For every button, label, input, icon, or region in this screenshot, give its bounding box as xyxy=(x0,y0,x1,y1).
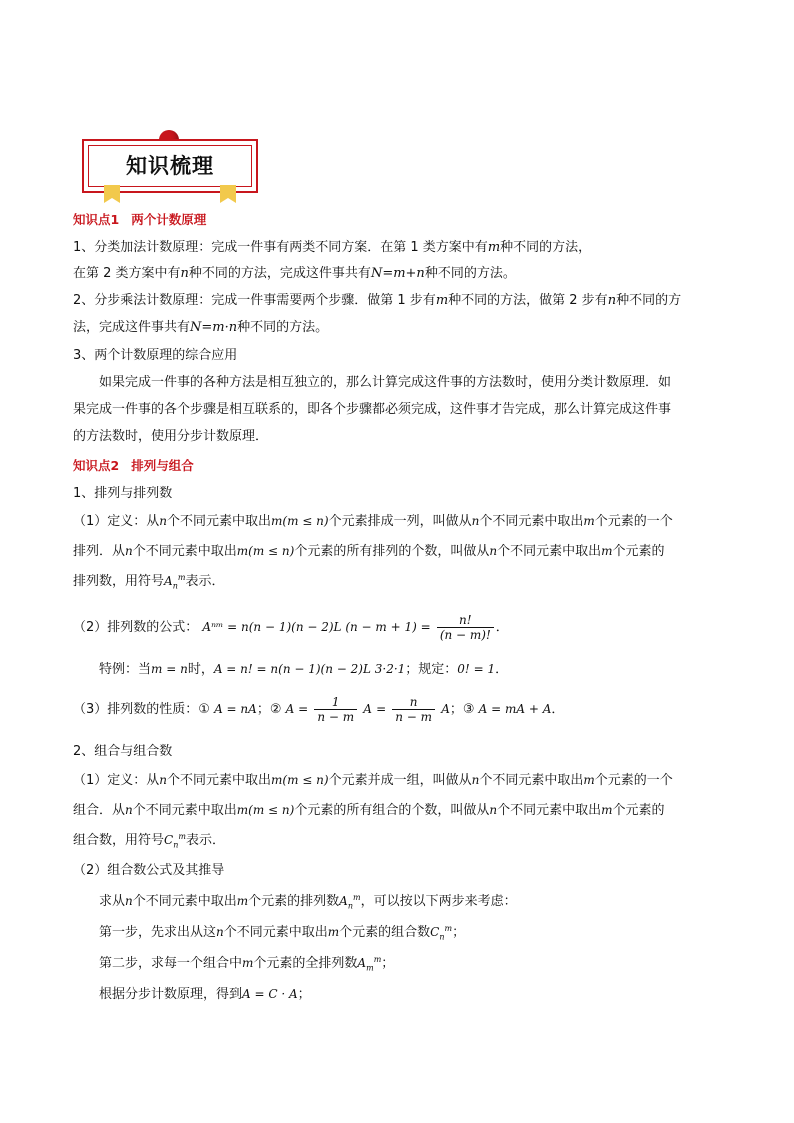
formula: N=m+n xyxy=(370,266,425,281)
text: 个不同元素中取出 xyxy=(223,925,328,940)
text: 个元素的所有排列的个数，叫做从 xyxy=(294,544,490,559)
paragraph-line: 组合数，用符号$C_n^m$表示． xyxy=(73,832,225,850)
text: 个元素的一个 xyxy=(594,514,673,529)
heading-number: 知识点1 xyxy=(73,212,120,227)
paragraph-line: 求从n个不同元素中取出m个元素的排列数$A_n^m$，可以按以下两步来考虑： xyxy=(99,893,517,911)
section-banner xyxy=(82,130,262,210)
text: 组合数，用符号 xyxy=(73,833,165,848)
paragraph-line: （1）定义：从n个不同元素中取出m(m ≤ n)个元素并成一组，叫做从n个不同元素中取出m个元素的一个 xyxy=(73,773,673,788)
text: 个元素的排列数 xyxy=(248,894,340,909)
formula-line: （3）排列数的性质：① A = nA；② A = $\frac{1}{n - m}$ A = $\frac{n}{n - m}$ A；③ A = mA + A． xyxy=(73,695,565,724)
text: 在第 2 类方案中有 xyxy=(73,266,181,281)
text: 个不同元素中取出 xyxy=(497,803,602,818)
heading-title: 两个计数原理 xyxy=(131,212,207,227)
paragraph-line xyxy=(73,292,681,310)
text: （3）排列数的性质：① xyxy=(73,702,210,717)
subheading: 2、组合与组合数 xyxy=(73,744,173,759)
heading-number: 知识点2 xyxy=(73,458,120,473)
text: ； xyxy=(297,987,311,1002)
text: 第一步，先求出从这 xyxy=(99,925,217,940)
fraction: $\frac{n}{n - m}$ xyxy=(392,695,435,724)
text: 表示． xyxy=(185,833,225,848)
text: 个不同元素中取出 xyxy=(132,544,237,559)
paragraph-line xyxy=(73,265,516,283)
text: 个不同元素中取出 xyxy=(497,544,602,559)
text: 个不同元素中取出 xyxy=(479,514,584,529)
text: 时， xyxy=(187,662,214,677)
text: （1）定义：从 xyxy=(73,514,160,529)
paragraph-line: 果完成一件事的各个步骤是相互联系的，即各个步骤都必须完成，这件事才告完成，那么计算完成这件事 xyxy=(73,402,672,417)
heading-title: 排列与组合 xyxy=(131,458,194,473)
text: 个不同元素中取出 xyxy=(132,894,237,909)
text: 根据分步计数原理，得到 xyxy=(99,987,243,1002)
text: 种不同的方法，完成这件事共有 xyxy=(188,266,371,281)
text: ；规定： xyxy=(405,662,458,677)
text: ；② xyxy=(256,702,282,717)
paragraph-line xyxy=(73,985,311,1003)
text: 第二步，求每一个组合中 xyxy=(99,956,243,971)
paragraph-line xyxy=(73,319,328,337)
paragraph-line: （2）组合数公式及其推导 xyxy=(73,863,225,878)
paragraph-line: 第二步，求每一个组合中m个元素的全排列数$A_m^m$； xyxy=(99,955,395,973)
text: 个元素排成一列，叫做从 xyxy=(328,514,472,529)
fraction: $\frac{n!}{(n - m)!}$ xyxy=(437,613,494,642)
variable: n xyxy=(607,293,617,308)
formula: A xyxy=(441,702,450,716)
paragraph-line: 组合．从n个不同元素中取出m(m ≤ n)个元素的所有组合的个数，叫做从n个不同元素中取出m个元素的 xyxy=(73,803,665,818)
ribbon-left-icon xyxy=(104,185,120,203)
text: 个元素的所有组合的个数，叫做从 xyxy=(294,803,490,818)
ribbon-right-icon xyxy=(220,185,236,203)
subheading: 1、排列与排列数 xyxy=(73,486,173,501)
heading-knowledge-1 xyxy=(73,211,206,229)
paragraph-line xyxy=(73,239,591,257)
heading-knowledge-2 xyxy=(73,457,194,475)
variable: n xyxy=(180,266,189,281)
text: 种不同的方 xyxy=(616,293,682,308)
text: 排列数，用符号 xyxy=(73,574,165,589)
text: 种不同的方法， xyxy=(500,240,592,255)
paragraph-line: 3、两个计数原理的综合应用 xyxy=(73,348,238,363)
text: （2）排列数的公式： xyxy=(73,620,199,635)
formula: A = xyxy=(285,702,309,716)
text: 个元素的全排列数 xyxy=(253,956,358,971)
formula: A xyxy=(363,702,372,716)
text: 个元素的一个 xyxy=(594,773,673,788)
formula: N=m·n xyxy=(190,320,238,335)
text: 种不同的方法。 xyxy=(424,266,516,281)
text: 个不同元素中取出 xyxy=(167,514,272,529)
text: ； xyxy=(381,956,395,971)
paragraph-line: 排列．从n个不同元素中取出m(m ≤ n)个元素的所有排列的个数，叫做从n个不同元素中取出m个元素的 xyxy=(73,544,665,559)
formula: 0! = 1 xyxy=(457,662,496,676)
text: 排列．从 xyxy=(73,544,126,559)
text: 个元素并成一组，叫做从 xyxy=(328,773,472,788)
formula: A = nA xyxy=(214,702,257,716)
text: 种不同的方法。 xyxy=(237,320,329,335)
formula: A = mA + A xyxy=(478,702,552,716)
paragraph-line: 排列数，用符号$A_n^m$表示． xyxy=(73,573,225,591)
text: ； xyxy=(452,925,466,940)
text: 种不同的方法，做第 2 步有 xyxy=(448,293,608,308)
text: ，可以按以下两步来考虑： xyxy=(360,894,517,909)
paragraph-line: 如果完成一件事的各种方法是相互独立的，那么计算完成这件事的方法数时，使用分类计数原理．如 xyxy=(99,375,672,390)
paragraph-line: （1）定义：从n个不同元素中取出m(m ≤ n)个元素排成一列，叫做从n个不同元素中取出m个元素的一个 xyxy=(73,514,673,529)
text: ；③ xyxy=(449,702,475,717)
formula: = xyxy=(376,702,387,716)
paragraph-line: 第一步，先求出从这n个不同元素中取出m个元素的组合数$C_n^m$； xyxy=(99,924,466,942)
variable: m xyxy=(487,240,501,255)
text: 个不同元素中取出 xyxy=(167,773,272,788)
text: 法，完成这件事共有 xyxy=(73,320,191,335)
formula: m = n xyxy=(151,662,188,676)
text: 个元素的 xyxy=(612,544,665,559)
variable: m xyxy=(435,293,449,308)
formula-line: （2）排列数的公式： Aⁿᵐ = n(n − 1)(n − 2)L (n − m + 1) = $\frac{n!}{(n - m)!}$ ． xyxy=(73,613,509,642)
text: （1）定义：从 xyxy=(73,773,160,788)
paragraph-line: 的方法数时，使用分步计数原理． xyxy=(73,429,269,444)
text: 1、分类加法计数原理：完成一件事有两类不同方案．在第 1 类方案中有 xyxy=(73,240,488,255)
text: 个元素的 xyxy=(612,803,665,818)
formula: Aⁿᵐ = n(n − 1)(n − 2)L (n − m + 1) = xyxy=(202,620,431,634)
banner-title: 知识梳理 xyxy=(126,154,214,178)
formula: A = C · A xyxy=(242,987,298,1001)
text: 组合．从 xyxy=(73,803,126,818)
text: 求从 xyxy=(99,894,126,909)
text: 特例：当 xyxy=(99,662,152,677)
text: 个不同元素中取出 xyxy=(132,803,237,818)
formula: A = n! = n(n − 1)(n − 2)L 3·2·1 xyxy=(213,662,406,676)
text: 个不同元素中取出 xyxy=(479,773,584,788)
text: 个元素的组合数 xyxy=(339,925,431,940)
text: 表示． xyxy=(185,574,225,589)
fraction: $\frac{1}{n - m}$ xyxy=(314,695,357,724)
text: 2、分步乘法计数原理：完成一件事需要两个步骤．做第 1 步有 xyxy=(73,293,436,308)
paragraph-line: 特例：当m = n时，A = n! = n(n − 1)(n − 2)L 3·2·1；规定：0! = 1． xyxy=(99,662,509,677)
